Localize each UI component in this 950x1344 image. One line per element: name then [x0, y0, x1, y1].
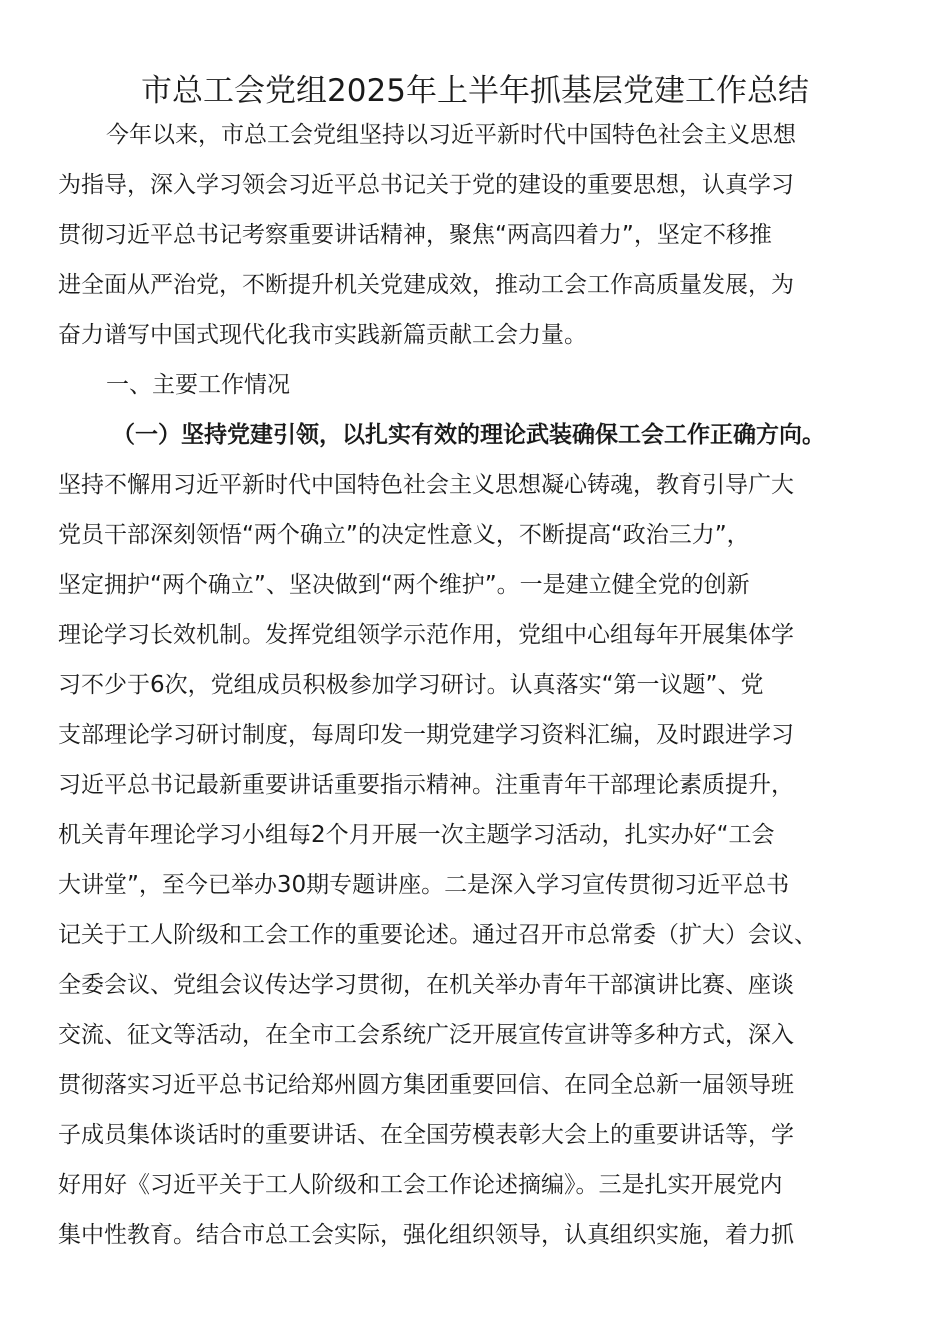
paragraph-line: 为指导，深入学习领会习近平总书记关于党的建设的重要思想，认真学习: [58, 172, 794, 198]
paragraph-line: 全委会议、党组会议传达学习贯彻，在机关举办青年干部演讲比赛、座谈: [58, 972, 794, 998]
paragraph-line: 支部理论学习研讨制度，每周印发一期党建学习资料汇编，及时跟进学习: [58, 722, 794, 748]
document-title: 市总工会党组2025年上半年抓基层党建工作总结: [141, 73, 809, 109]
paragraph-line: 交流、征文等活动，在全市工会系统广泛开展宣传宣讲等多种方式，深入: [58, 1022, 794, 1048]
paragraph-line: 大讲堂”，至今已举办30期专题讲座。二是深入学习宣传贯彻习近平总书: [58, 872, 790, 898]
paragraph-line: 好用好《习近平关于工人阶级和工会工作论述摘编》。三是扎实开展党内: [58, 1172, 783, 1198]
paragraph-line: 习近平总书记最新重要讲话重要指示精神。注重青年干部理论素质提升，: [58, 772, 794, 798]
paragraph-line: 理论学习长效机制。发挥党组领学示范作用，党组中心组每年开展集体学: [58, 622, 794, 648]
paragraph-line: 贯彻落实习近平总书记给郑州圆方集团重要回信、在同全总新一届领导班: [58, 1072, 794, 1098]
subsection-heading: （一）坚持党建引领，以扎实有效的理论武装确保工会工作正确方向。: [112, 422, 825, 448]
paragraph-line: 奋力谱写中国式现代化我市实践新篇贡献工会力量。: [58, 322, 587, 348]
paragraph-line: 坚定拥护“两个确立”、坚决做到“两个维护”。一是建立健全党的创新: [58, 572, 750, 598]
paragraph-line: 坚持不懈用习近平新时代中国特色社会主义思想凝心铸魂，教育引导广大: [58, 472, 794, 498]
paragraph-line: 集中性教育。结合市总工会实际，强化组织领导，认真组织实施，着力抓: [58, 1222, 794, 1248]
paragraph-line: 机关青年理论学习小组每2个月开展一次主题学习活动，扎实办好“工会: [58, 822, 775, 848]
section-heading: 一、主要工作情况: [106, 372, 290, 398]
paragraph-line: 子成员集体谈话时的重要讲话、在全国劳模表彰大会上的重要讲话等，学: [58, 1122, 794, 1148]
paragraph-line: 今年以来，市总工会党组坚持以习近平新时代中国特色社会主义思想: [106, 122, 796, 148]
paragraph-line: 进全面从严治党，不断提升机关党建成效，推动工会工作高质量发展，为: [58, 272, 794, 298]
paragraph-line: 习不少于6次，党组成员积极参加学习研讨。认真落实“第一议题”、党: [58, 672, 764, 698]
paragraph-line: 记关于工人阶级和工会工作的重要论述。通过召开市总常委（扩大）会议、: [58, 922, 817, 948]
paragraph-line: 党员干部深刻领悟“两个确立”的决定性意义，不断提高“政治三力”，: [58, 522, 750, 548]
paragraph-line: 贯彻习近平总书记考察重要讲话精神，聚焦“两高四着力”，坚定不移推: [58, 222, 772, 248]
